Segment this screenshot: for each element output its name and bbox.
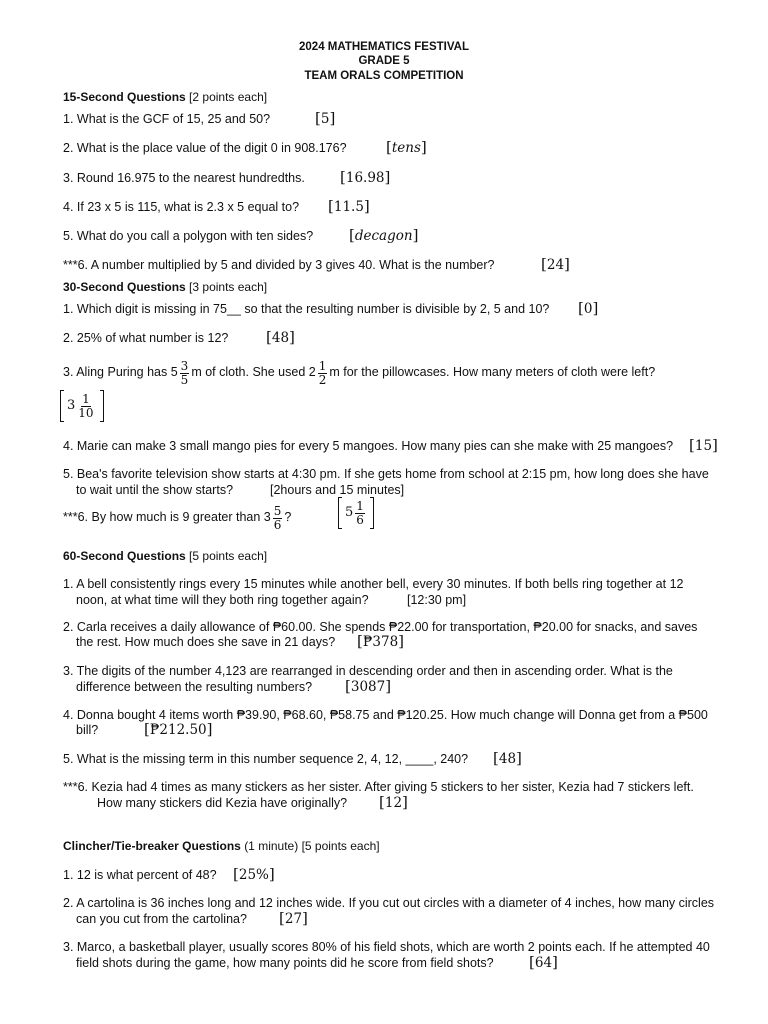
q60-1-line1: 1. A bell consistently rings every 15 minutes while another bell, every 30 minutes. If both bells ring together at 12 — [63, 577, 684, 591]
q60-6-line1: ***6. Kezia had 4 times as many stickers as her sister. After giving 5 stickers to her sister, Kezia had 7 stickers left. — [63, 780, 694, 794]
q30-2: 2. 25% of what number is 12? — [63, 331, 229, 345]
qc-3-line1: 3. Marco, a basketball player, usually scores 80% of his field shots, which are worth 2 points each. If he attempted 40 — [63, 940, 710, 954]
section-clincher-title: Clincher/Tie-breaker Questions — [63, 839, 241, 853]
q60-4-line2: bill? — [76, 723, 99, 737]
q60-4-answer: [ ₱212.50 ] — [144, 720, 213, 739]
q15-6: ***6. A number multiplied by 5 and divided by 3 gives 40. What is the number? — [63, 258, 495, 272]
q60-6-answer: [ 12 ] — [379, 793, 408, 812]
section-60-title: 60-Second Questions — [63, 549, 186, 563]
qc-3-line2: field shots during the game, how many points did he score from field shots? — [76, 956, 494, 970]
q30-6: ***6. By how much is 9 greater than 3 $\frac{5}{6}$ ? — [63, 504, 292, 532]
q15-2-answer: [ tens ] — [386, 138, 427, 157]
q30-2-answer: [ 48 ] — [266, 328, 295, 347]
q60-5-answer: [ 48 ] — [493, 749, 522, 768]
q15-5: 5. What do you call a polygon with ten sides? — [63, 229, 314, 243]
q30-5-answer: [2hours and 15 minutes] — [270, 483, 405, 497]
section-clincher-points: [5 points each] — [301, 839, 380, 853]
q60-4-line1: 4. Donna bought 4 items worth ₱39.90, ₱68.60, ₱58.75 and ₱120.25. How much change will Donna get from a ₱500 — [63, 708, 708, 722]
qc-1-answer: [ 25% ] — [233, 865, 275, 884]
q30-4-answer: [ 15 ] — [689, 436, 718, 455]
q60-2-line2: the rest. How much does she save in 21 days? — [76, 635, 336, 649]
qc-2-line2: can you cut from the cartolina? — [76, 912, 247, 926]
q15-3-answer: [ 16.98 ] — [340, 168, 390, 187]
q30-4: 4. Marie can make 3 small mango pies for every 5 mangoes. How many pies can she make with 25 mangoes? — [63, 439, 674, 453]
title-line-3: TEAM ORALS COMPETITION — [304, 70, 464, 82]
q30-6-fraction: $\frac{5}{6}$ — [273, 504, 282, 532]
q60-6-line2: How many stickers did Kezia have originally? — [97, 796, 348, 810]
q15-2: 2. What is the place value of the digit 0 in 908.176? — [63, 141, 347, 155]
q15-4: 4. If 23 x 5 is 115, what is 2.3 x 5 equal to? — [63, 200, 300, 214]
q15-1-answer: [ 5 ] — [315, 109, 335, 128]
section-30-points: [3 points each] — [189, 280, 268, 294]
section-15-heading — [63, 90, 267, 105]
q30-1-answer: [ 0 ] — [578, 299, 598, 318]
section-15-points: [2 points each] — [189, 90, 268, 104]
section-30-heading — [63, 280, 267, 295]
qc-2-answer: [ 27 ] — [279, 909, 308, 928]
q15-4-answer: [ 11.5 ] — [328, 197, 370, 216]
qc-2-line1: 2. A cartolina is 36 inches long and 12 inches wide. If you cut out circles with a diameter of 4 inches, how many circles — [63, 896, 715, 910]
title-line-1: 2024 MATHEMATICS FESTIVAL — [299, 41, 469, 53]
q30-1: 1. Which digit is missing in 75__ so that the resulting number is divisible by 2, 5 and 10? — [63, 302, 550, 316]
title-line-2: GRADE 5 — [358, 55, 410, 67]
q30-3: 3. Aling Puring has 5 $\frac{3}{5}$ m of cloth. She used 2 $\frac{1}{2}$ m for the pillowcases. How many meters of cloth were left? — [63, 359, 656, 387]
section-30-title: 30-Second Questions — [63, 280, 186, 294]
q60-2-line1: 2. Carla receives a daily allowance of ₱60.00. She spends ₱22.00 for transportation, ₱20.00 for snacks, and saves — [63, 620, 698, 634]
q15-5-answer: [ decagon ] — [349, 226, 418, 245]
q15-3: 3. Round 16.975 to the nearest hundredths. — [63, 171, 305, 185]
q60-1-line2: noon, at what time will they both ring together again? — [76, 593, 369, 607]
q30-3-answer: 3 $\frac{1}{10}$ — [60, 390, 104, 422]
qc-3-answer: [ 64 ] — [529, 953, 558, 972]
q30-3-fraction-1: $\frac{3}{5}$ — [180, 359, 189, 387]
section-clincher-time: (1 minute) — [244, 839, 299, 853]
q60-3-line1: 3. The digits of the number 4,123 are rearranged in descending order and then in ascending order. What is the — [63, 664, 673, 678]
q60-5: 5. What is the missing term in this number sequence 2, 4, 12, ____, 240? — [63, 752, 469, 766]
qc-1: 1. 12 is what percent of 48? — [63, 868, 217, 882]
q60-2-answer: [ ₱378 ] — [357, 632, 404, 651]
section-15-title: 15-Second Questions — [63, 90, 186, 104]
section-60-heading — [63, 549, 267, 564]
q30-5-line1: 5. Bea's favorite television show starts at 4:30 pm. If she gets home from school at 2:15 pm, how long does she have — [63, 467, 709, 481]
q60-3-line2: difference between the resulting numbers? — [76, 680, 313, 694]
q30-6-answer: 5 $\frac{1}{6}$ — [338, 497, 374, 529]
q60-3-answer: [ 3087 ] — [345, 677, 391, 696]
q30-3-fraction-2: $\frac{1}{2}$ — [318, 359, 327, 387]
q15-6-answer: [ 24 ] — [541, 255, 570, 274]
section-60-points: [5 points each] — [189, 549, 268, 563]
q30-5-line2: to wait until the show starts? — [76, 483, 234, 497]
section-clincher-heading — [63, 839, 380, 854]
q15-1: 1. What is the GCF of 15, 25 and 50? — [63, 112, 271, 126]
q60-1-answer: [12:30 pm] — [407, 593, 467, 607]
